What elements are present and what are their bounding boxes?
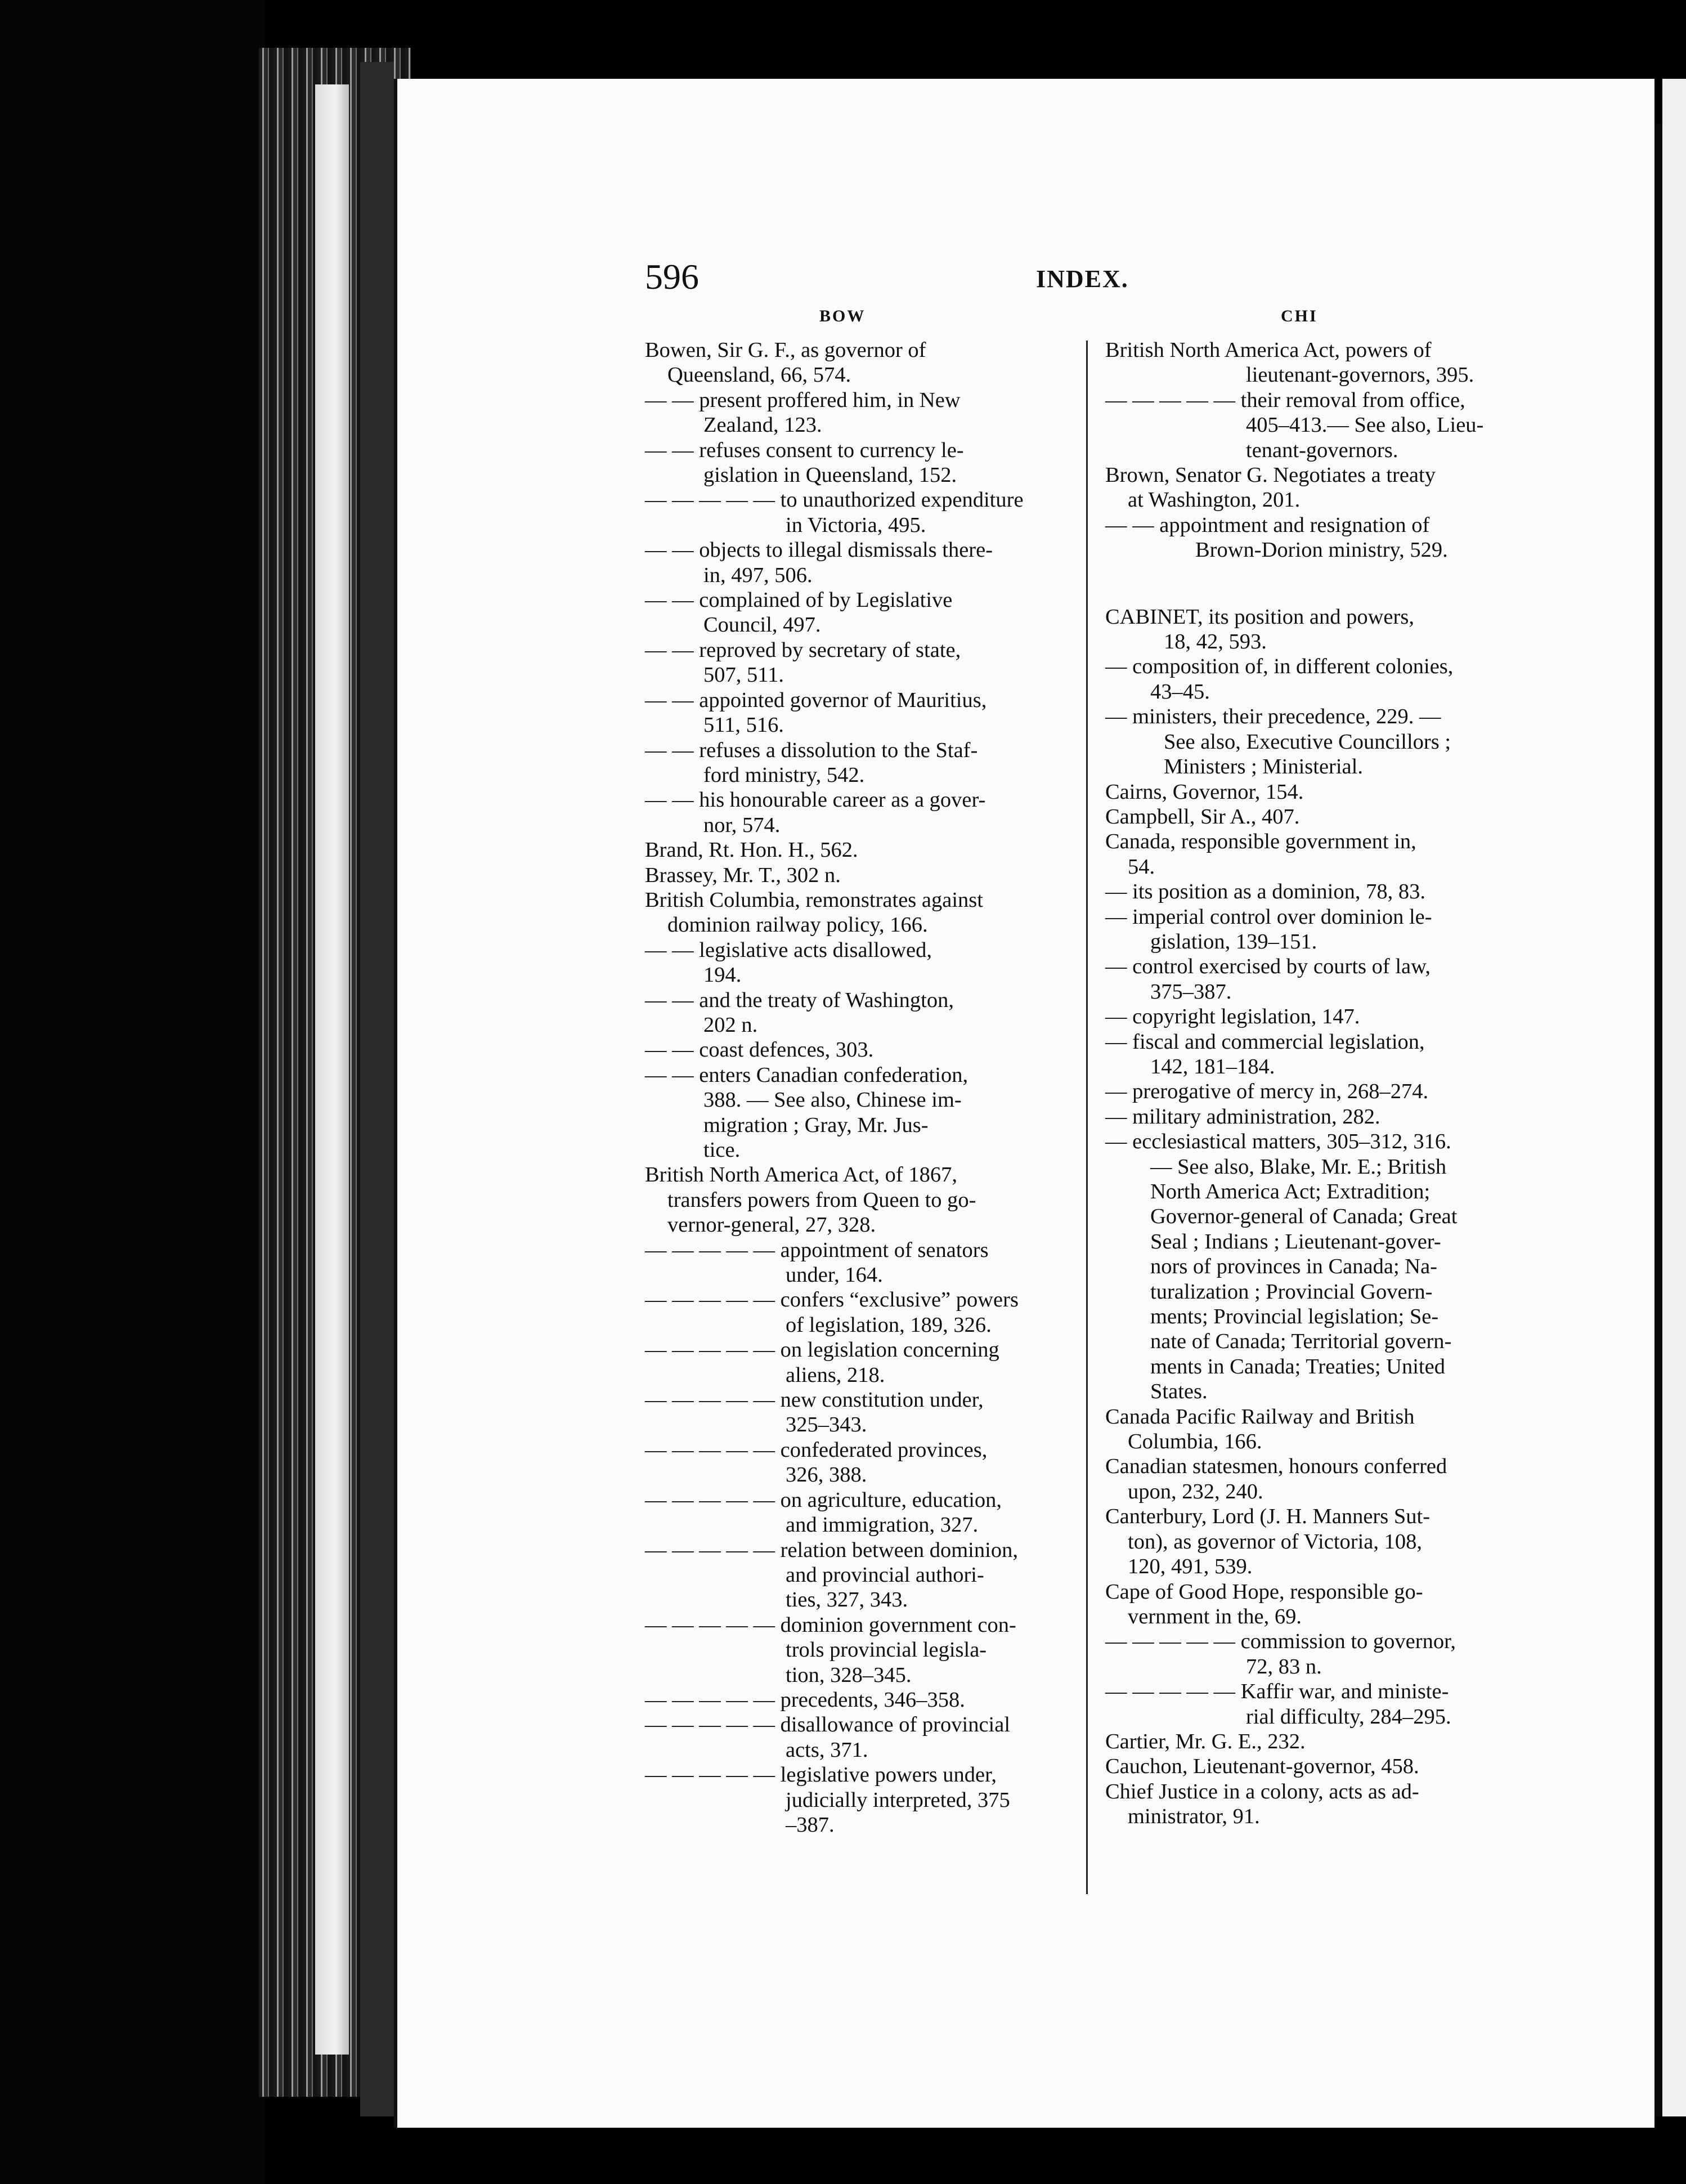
index-line: 142, 181–184. xyxy=(1150,1054,1275,1078)
index-line: 120, 491, 539. xyxy=(1128,1555,1253,1579)
index-line: –387. xyxy=(786,1812,835,1837)
index-line: — See also, Blake, Mr. E.; British xyxy=(1150,1154,1447,1179)
index-section-gap xyxy=(1105,563,1528,605)
index-line: — — refuses a dissolution to the Staf- xyxy=(645,738,978,762)
index-line: — — — — — disallowance of provincial xyxy=(645,1713,1011,1737)
index-line: turalization ; Provincial Govern- xyxy=(1150,1279,1433,1304)
index-line: ford ministry, 542. xyxy=(703,763,865,787)
index-line: Canadian statesmen, honours conferred xyxy=(1105,1454,1447,1479)
index-line: — prerogative of mercy in, 268–274. xyxy=(1105,1080,1429,1104)
index-line: tenant-governors. xyxy=(1246,438,1398,462)
page-number: 596 xyxy=(645,257,699,297)
index-line: — — legislative acts disallowed, xyxy=(645,938,932,962)
index-line: 194. xyxy=(703,963,742,987)
index-line: — control exercised by courts of law, xyxy=(1105,955,1431,979)
index-line: rial difficulty, 284–295. xyxy=(1246,1704,1451,1729)
index-line: ments; Provincial legislation; Se- xyxy=(1150,1305,1439,1329)
index-line: 18, 42, 593. xyxy=(1164,630,1267,654)
index-line: lieutenant-governors, 395. xyxy=(1246,363,1474,387)
index-column-right xyxy=(1105,338,1528,1829)
index-line: Chief Justice in a colony, acts as ad- xyxy=(1105,1779,1419,1803)
index-line: — — his honourable career as a gover- xyxy=(645,788,986,812)
guide-word-left: BOW xyxy=(819,307,866,325)
index-line: Cairns, Governor, 154. xyxy=(1105,780,1304,804)
index-line: British Columbia, remonstrates against xyxy=(645,888,983,912)
running-head: INDEX. xyxy=(1036,265,1129,293)
index-line: — — and the treaty of Washington, xyxy=(645,988,954,1012)
index-line: 388. — See also, Chinese im- xyxy=(703,1088,962,1112)
index-line: Queensland, 66, 574. xyxy=(667,363,851,387)
index-line: — its position as a dominion, 78, 83. xyxy=(1105,880,1425,904)
index-line: — — — — — relation between dominion, xyxy=(645,1538,1018,1562)
index-line: Brand, Rt. Hon. H., 562. xyxy=(645,838,858,862)
index-line: Canada, responsible government in, xyxy=(1105,830,1416,854)
index-line: — fiscal and commercial legislation, xyxy=(1105,1030,1425,1054)
index-line: and provincial authori- xyxy=(786,1563,984,1587)
index-line: ties, 327, 343. xyxy=(786,1588,908,1612)
index-line: transfers powers from Queen to go- xyxy=(667,1188,976,1212)
index-line: — ecclesiastical matters, 305–312, 316. xyxy=(1105,1130,1451,1154)
index-line: — — appointment and resignation of xyxy=(1105,513,1430,537)
index-line: — copyright legislation, 147. xyxy=(1105,1005,1360,1029)
index-line: Cauchon, Lieutenant-governor, 458. xyxy=(1105,1755,1419,1779)
index-line: ments in Canada; Treaties; United xyxy=(1150,1354,1445,1379)
index-line: CABINET, its position and powers, xyxy=(1105,605,1414,629)
index-line: 511, 516. xyxy=(703,713,784,737)
index-line: upon, 232, 240. xyxy=(1128,1479,1263,1503)
index-line: — — enters Canadian confederation, xyxy=(645,1063,968,1087)
index-line: British North America Act, of 1867, xyxy=(645,1163,957,1187)
index-line: — — coast defences, 303. xyxy=(645,1038,874,1062)
index-line: 405–413.— See also, Lieu- xyxy=(1246,413,1484,437)
index-line: under, 164. xyxy=(786,1263,883,1287)
index-line: Brown, Senator G. Negotiates a treaty xyxy=(1105,463,1436,487)
index-line: aliens, 218. xyxy=(786,1363,885,1387)
index-line: — — — — — commission to governor, xyxy=(1105,1630,1456,1654)
facing-page xyxy=(1662,79,1686,2128)
index-line: Campbell, Sir A., 407. xyxy=(1105,804,1300,829)
index-line: Council, 497. xyxy=(703,613,821,637)
index-line: Brown-Dorion ministry, 529. xyxy=(1195,538,1448,562)
index-line: Bowen, Sir G. F., as governor of xyxy=(645,338,926,362)
index-line: 375–387. xyxy=(1150,979,1232,1004)
index-line: — — — — — their removal from office, xyxy=(1105,388,1465,412)
index-line: States. xyxy=(1150,1380,1208,1404)
index-line: at Washington, 201. xyxy=(1128,488,1301,512)
index-line: Brassey, Mr. T., 302 n. xyxy=(645,863,841,887)
index-line: — — appointed governor of Mauritius, xyxy=(645,688,987,712)
index-line: — — — — — on agriculture, education, xyxy=(645,1488,1002,1512)
index-column-left xyxy=(645,338,1061,1837)
index-line: Cartier, Mr. G. E., 232. xyxy=(1105,1729,1306,1753)
index-line: 43–45. xyxy=(1150,679,1210,704)
index-line: — military administration, 282. xyxy=(1105,1104,1380,1129)
index-line: — imperial control over dominion le- xyxy=(1105,905,1432,929)
index-line: — — — — — to unauthorized expenditure xyxy=(645,488,1024,512)
index-line: Cape of Good Hope, responsible go- xyxy=(1105,1579,1423,1604)
index-line: — — refuses consent to currency le- xyxy=(645,438,964,462)
index-line: — — present proffered him, in New xyxy=(645,388,961,412)
index-line: vernor-general, 27, 328. xyxy=(667,1213,876,1237)
scan-background xyxy=(0,0,264,2184)
index-line: dominion railway policy, 166. xyxy=(667,913,928,937)
index-line: trols provincial legisla- xyxy=(786,1638,987,1662)
index-page xyxy=(394,79,1654,2128)
index-line: 54. xyxy=(1128,854,1155,879)
index-line: Canada Pacific Railway and British xyxy=(1105,1404,1415,1429)
index-line: nor, 574. xyxy=(703,813,781,837)
index-line: — ministers, their precedence, 229. — xyxy=(1105,705,1441,729)
index-line: 72, 83 n. xyxy=(1246,1654,1322,1679)
index-line: — — — — — precedents, 346–358. xyxy=(645,1688,965,1712)
index-line: ministrator, 91. xyxy=(1128,1805,1260,1829)
index-line: acts, 371. xyxy=(786,1738,868,1762)
index-line: — — objects to illegal dismissals there- xyxy=(645,538,993,562)
index-line: Columbia, 166. xyxy=(1128,1430,1262,1454)
index-line: Ministers ; Ministerial. xyxy=(1164,755,1363,779)
page-gutter-shadow xyxy=(360,62,394,2116)
index-line: in Victoria, 495. xyxy=(786,513,926,537)
index-line: — — — — — Kaffir war, and ministe- xyxy=(1105,1680,1449,1704)
index-line: — — — — — on legislation concerning xyxy=(645,1338,999,1362)
index-line: North America Act; Extradition; xyxy=(1150,1180,1431,1203)
index-line: — — — — — confers “exclusive” powers xyxy=(645,1288,1019,1312)
index-line: gislation in Queensland, 152. xyxy=(703,463,957,487)
index-line: — — complained of by Legislative xyxy=(645,588,953,612)
index-line: 507, 511. xyxy=(703,663,784,687)
index-line: and immigration, 327. xyxy=(786,1513,979,1537)
index-line: in, 497, 506. xyxy=(703,563,813,587)
index-line: vernment in the, 69. xyxy=(1128,1604,1302,1628)
index-line: tion, 328–345. xyxy=(786,1663,912,1687)
index-line: nors of provinces in Canada; Na- xyxy=(1150,1255,1437,1279)
guide-word-right: CHI xyxy=(1281,307,1318,325)
index-line: ton), as governor of Victoria, 108, xyxy=(1128,1529,1423,1554)
index-line: — — reproved by secretary of state, xyxy=(645,638,961,662)
index-line: nate of Canada; Territorial govern- xyxy=(1150,1330,1452,1354)
index-line: See also, Executive Councillors ; xyxy=(1164,730,1451,754)
index-line: 325–343. xyxy=(786,1413,867,1437)
index-line: Canterbury, Lord (J. H. Manners Sut- xyxy=(1105,1505,1431,1529)
index-line: judicially interpreted, 375 xyxy=(786,1788,1010,1812)
index-line: — — — — — dominion government con- xyxy=(645,1613,1016,1637)
index-line: Seal ; Indians ; Lieutenant-gover- xyxy=(1150,1229,1441,1254)
index-line: — — — — — confederated provinces, xyxy=(645,1438,988,1462)
index-line: migration ; Gray, Mr. Jus- xyxy=(703,1113,929,1137)
index-line: of legislation, 189, 326. xyxy=(786,1313,992,1337)
index-line: tice. xyxy=(703,1138,741,1162)
index-line: 326, 388. xyxy=(786,1463,867,1487)
index-line: British North America Act, powers of xyxy=(1105,338,1432,362)
index-line: 202 n. xyxy=(703,1013,758,1037)
index-line: gislation, 139–151. xyxy=(1150,929,1317,954)
index-line: — composition of, in different colonies, xyxy=(1105,655,1454,679)
index-line: — — — — — legislative powers under, xyxy=(645,1763,997,1787)
index-line: — — — — — new constitution under, xyxy=(645,1388,984,1412)
book-fore-edge xyxy=(315,84,349,2055)
index-line: Governor-general of Canada; Great xyxy=(1150,1205,1458,1229)
column-rule xyxy=(1086,341,1088,1894)
index-line: Zealand, 123. xyxy=(703,413,822,437)
index-line: — — — — — appointment of senators xyxy=(645,1238,989,1262)
